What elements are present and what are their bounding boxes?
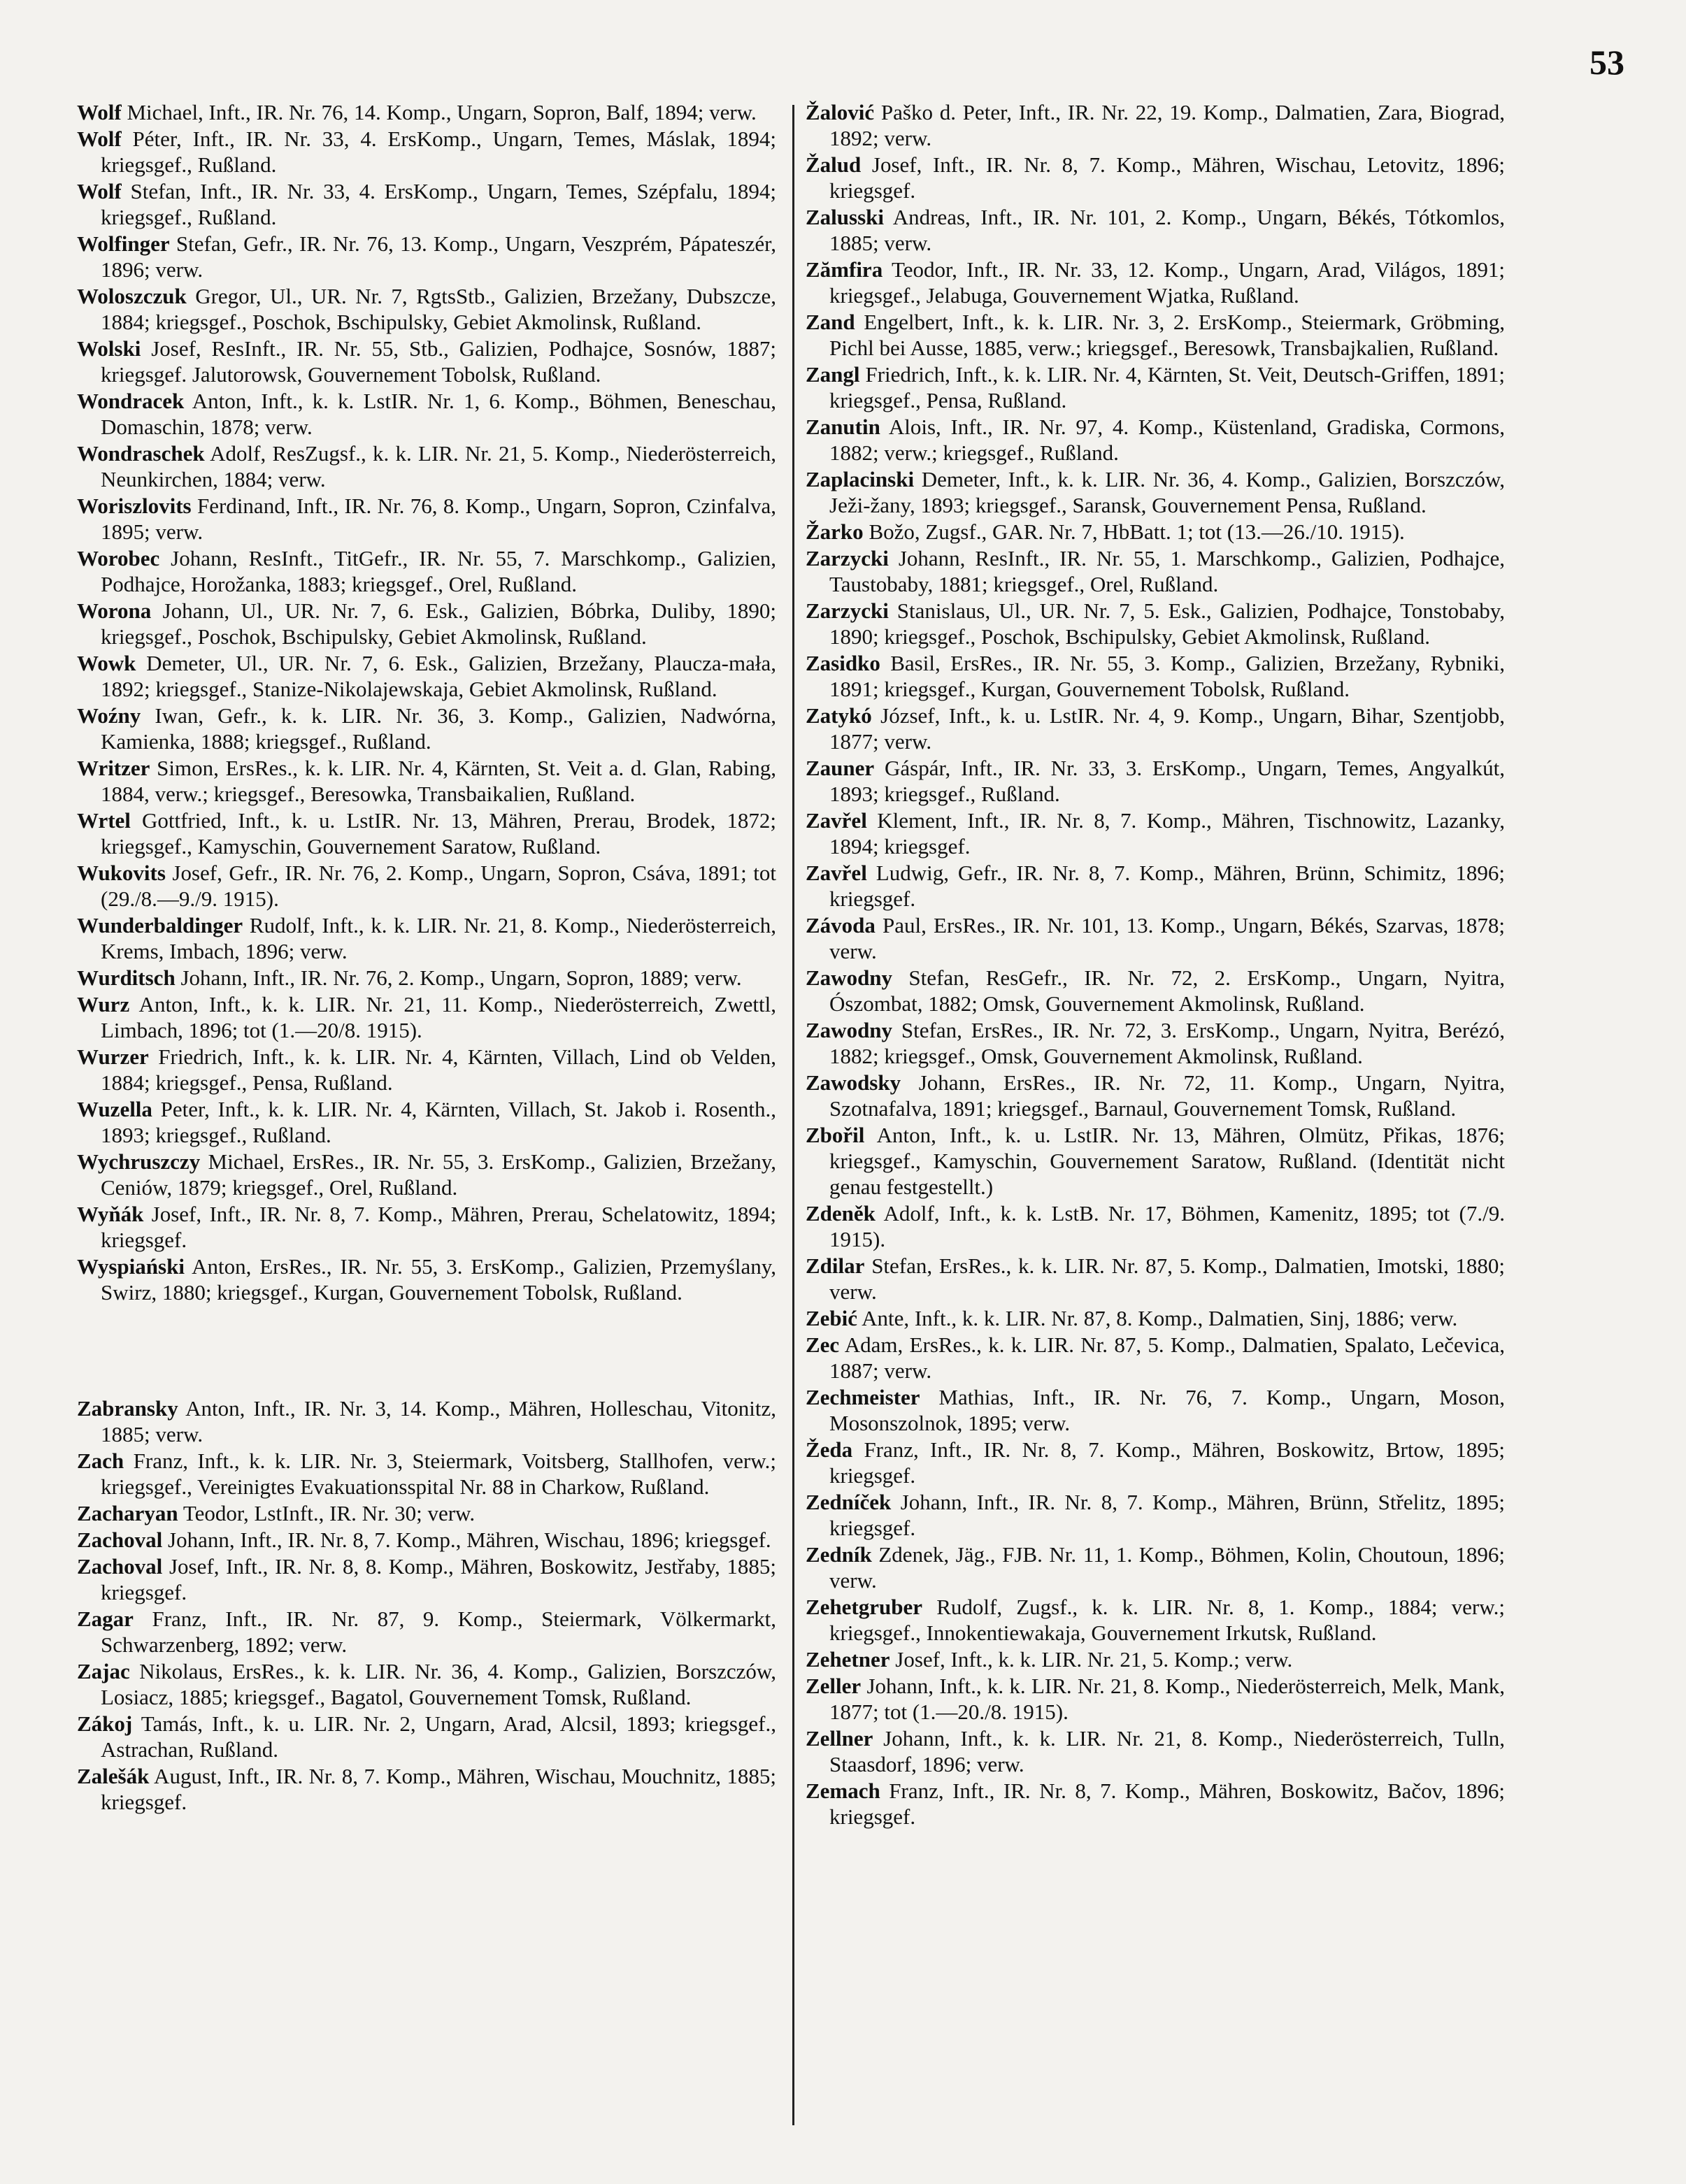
entry-surname: Zarzycki	[806, 598, 889, 623]
entry-surname: Wowk	[77, 651, 136, 675]
entry-surname: Zachoval	[77, 1528, 163, 1552]
entry-details: Johann, ResInft., IR. Nr. 55, 1. Marschkomp., Galizien, Podhajce, Taustobaby, 1881; kriegsgef., Orel, Rußland.	[829, 546, 1505, 596]
list-entry	[77, 388, 776, 440]
entry-surname: Wurz	[77, 992, 130, 1016]
entry-details: Johann, Inft., IR. Nr. 76, 2. Komp., Ungarn, Sopron, 1889; verw.	[175, 965, 742, 990]
entry-details: Franz, Inft., k. k. LIR. Nr. 3, Steiermark, Voitsberg, Stallhofen, verw.; kriegsgef., Vereinigtes Evakuationsspital Nr. 88 in Charkow, Rußland.	[101, 1449, 776, 1499]
page-number: 53	[1589, 43, 1624, 82]
list-entry	[77, 1149, 776, 1200]
list-entry	[806, 99, 1505, 151]
entry-surname: Woloszczuk	[77, 284, 187, 308]
entry-surname: Zdeněk	[806, 1201, 876, 1226]
list-entry	[77, 755, 776, 807]
entry-surname: Zarzycki	[806, 546, 889, 570]
entry-details: Mathias, Inft., IR. Nr. 76, 7. Komp., Ungarn, Moson, Mosonszolnok, 1895; verw.	[829, 1385, 1505, 1435]
entry-details: Friedrich, Inft., k. k. LIR. Nr. 4, Kärnten, Villach, Lind ob Velden, 1884; kriegsgef., Pensa, Rußland.	[101, 1044, 776, 1095]
list-entry	[806, 1122, 1505, 1200]
entry-details: Stanislaus, Ul., UR. Nr. 7, 5. Esk., Galizien, Podhajce, Tonstobaby, 1890; kriegsgef., Poschok, Bschipulsky, Gebiet Akmolinsk, Rußland.	[829, 598, 1505, 649]
list-entry	[77, 650, 776, 702]
list-entry	[806, 650, 1505, 702]
entry-details: Tamás, Inft., k. u. LIR. Nr. 2, Ungarn, Arad, Alcsil, 1893; kriegsgef., Astrachan, Rußland.	[101, 1711, 776, 1762]
list-entry	[77, 336, 776, 387]
entry-details: Johann, Inft., IR. Nr. 8, 7. Komp., Mähren, Brünn, Střelitz, 1895; kriegsgef.	[829, 1490, 1505, 1540]
entry-details: Johann, ResInft., TitGefr., IR. Nr. 55, 7. Marschkomp., Galizien, Podhajce, Horožanka, 1883; kriegsgef., Orel, Rußland.	[101, 546, 776, 596]
list-entry	[806, 1673, 1505, 1725]
entry-surname: Wolf	[77, 127, 122, 151]
entry-surname: Worobec	[77, 546, 160, 570]
list-entry	[806, 807, 1505, 859]
entry-surname: Zand	[806, 310, 855, 334]
list-entry	[806, 1200, 1505, 1252]
entry-surname: Zavřel	[806, 861, 867, 885]
entry-details: Anton, ErsRes., IR. Nr. 55, 3. ErsKomp., Galizien, Przemyślany, Swirz, 1880; kriegsgef., Kurgan, Gouvernement Tobolsk, Rußland.	[101, 1254, 776, 1305]
entry-details: Anton, Inft., k. k. LIR. Nr. 21, 11. Komp., Niederösterreich, Zwettl, Limbach, 1896; tot (1.—20/8. 1915).	[101, 992, 776, 1042]
list-entry	[77, 440, 776, 492]
column-divider	[792, 105, 794, 2125]
list-entry	[77, 703, 776, 754]
entry-surname: Wolski	[77, 336, 141, 361]
list-entry	[77, 912, 776, 964]
entry-details: Péter, Inft., IR. Nr. 33, 4. ErsKomp., Ungarn, Temes, Máslak, 1894; kriegsgef., Rußland.	[101, 127, 776, 177]
entry-details: József, Inft., k. u. LstIR. Nr. 4, 9. Komp., Ungarn, Bihar, Szentjobb, 1877; verw.	[829, 703, 1505, 754]
entry-details: Teodor, Inft., IR. Nr. 33, 12. Komp., Ungarn, Arad, Világos, 1891; kriegsgef., Jelabuga, Gouvernement Wjatka, Rußland.	[829, 257, 1505, 308]
list-entry	[806, 860, 1505, 912]
list-entry	[806, 755, 1505, 807]
entry-details: Adolf, ResZugsf., k. k. LIR. Nr. 21, 5. Komp., Niederösterreich, Neunkirchen, 1884; verw.	[101, 441, 776, 491]
list-entry	[806, 1646, 1505, 1672]
entry-details: Franz, Inft., IR. Nr. 8, 7. Komp., Mähren, Boskowitz, Bačov, 1896; kriegsgef.	[829, 1779, 1505, 1829]
list-entry	[77, 1500, 776, 1526]
entry-surname: Zalešák	[77, 1764, 150, 1788]
list-entry	[77, 1763, 776, 1815]
list-entry	[77, 860, 776, 912]
entry-surname: Zákoj	[77, 1711, 133, 1736]
entry-surname: Wondraschek	[77, 441, 205, 466]
entry-surname: Zavřel	[806, 808, 867, 833]
list-entry	[806, 1070, 1505, 1121]
entry-details: Andreas, Inft., IR. Nr. 101, 2. Komp., Ungarn, Békés, Tótkomlos, 1885; verw.	[829, 205, 1505, 255]
entry-details: Rudolf, Zugsf., k. k. LIR. Nr. 8, 1. Komp., 1884; verw.; kriegsgef., Innokentiewakaja, Gouvernement Irkutsk, Rußland.	[829, 1595, 1505, 1645]
entry-surname: Wolfinger	[77, 231, 170, 256]
list-entry	[806, 1253, 1505, 1305]
list-entry	[806, 257, 1505, 308]
entry-surname: Zabransky	[77, 1396, 178, 1421]
list-entry	[806, 1332, 1505, 1384]
list-entry	[77, 1658, 776, 1710]
right-column	[806, 99, 1505, 1830]
entry-surname: Zehetgruber	[806, 1595, 923, 1619]
list-entry	[806, 152, 1505, 203]
entry-details: Simon, ErsRes., k. k. LIR. Nr. 4, Kärnten, St. Veit a. d. Glan, Rabing, 1884, verw.; kriegsgef., Beresowka, Transbaikalien, Rußland.	[101, 756, 776, 806]
list-entry	[77, 493, 776, 545]
entry-surname: Writzer	[77, 756, 150, 780]
entry-surname: Wolf	[77, 179, 122, 203]
list-entry	[77, 126, 776, 178]
list-entry	[77, 545, 776, 597]
entry-surname: Zajac	[77, 1659, 130, 1683]
entry-surname: Zebić	[806, 1306, 858, 1330]
list-entry	[806, 965, 1505, 1016]
entry-surname: Zaplacinski	[806, 467, 915, 491]
entry-details: Anton, Inft., k. u. LstIR. Nr. 13, Mähren, Olmütz, Přikas, 1876; kriegsgef., Kamyschin, Gouvernement Saratow, Rußland. (Identität nicht genau festgestellt.)	[829, 1123, 1505, 1199]
entry-details: Josef, Inft., IR. Nr. 8, 7. Komp., Mähren, Prerau, Schelatowitz, 1894; kriegsgef.	[101, 1202, 776, 1252]
entry-details: Franz, Inft., IR. Nr. 87, 9. Komp., Steiermark, Völkermarkt, Schwarzenberg, 1892; verw.	[101, 1607, 776, 1657]
list-entry	[77, 807, 776, 859]
entry-surname: Zec	[806, 1332, 840, 1357]
list-entry	[77, 1553, 776, 1605]
entry-surname: Wyspiański	[77, 1254, 185, 1279]
entry-details: Gáspár, Inft., IR. Nr. 33, 3. ErsKomp., Ungarn, Temes, Angyalkút, 1893; kriegsgef., Rußland.	[829, 756, 1505, 806]
entry-surname: Zbořil	[806, 1123, 865, 1147]
entry-details: Demeter, Inft., k. k. LIR. Nr. 36, 4. Komp., Galizien, Borszczów, Ježi-žany, 1893; kriegsgef., Saransk, Gouvernement Pensa, Rußland.	[829, 467, 1505, 517]
entry-details: Stefan, Gefr., IR. Nr. 76, 13. Komp., Ungarn, Veszprém, Pápateszér, 1896; verw.	[101, 231, 776, 282]
list-entry	[806, 1725, 1505, 1777]
entry-surname: Zehetner	[806, 1647, 890, 1672]
entry-details: Johann, Inft., IR. Nr. 8, 7. Komp., Mähren, Wischau, 1896; kriegsgef.	[162, 1528, 771, 1552]
list-entry	[77, 1527, 776, 1553]
list-entry	[806, 598, 1505, 649]
list-entry	[77, 283, 776, 335]
entry-details: Klement, Inft., IR. Nr. 8, 7. Komp., Mähren, Tischnowitz, Lazanky, 1894; kriegsgef.	[829, 808, 1505, 858]
entry-surname: Zanutin	[806, 415, 880, 439]
list-entry	[806, 1489, 1505, 1541]
entry-surname: Zauner	[806, 756, 875, 780]
entry-details: Johann, ErsRes., IR. Nr. 72, 11. Komp., Ungarn, Nyitra, Szotnafalva, 1891; kriegsgef., Barnaul, Gouvernement Tomsk, Rußland.	[829, 1070, 1505, 1121]
entry-surname: Zalusski	[806, 205, 885, 229]
entry-details: Ferdinand, Inft., IR. Nr. 76, 8. Komp., Ungarn, Sopron, Czinfalva, 1895; verw.	[101, 494, 776, 544]
entry-surname: Wurditsch	[77, 965, 176, 990]
entry-details: Friedrich, Inft., k. k. LIR. Nr. 4, Kärnten, St. Veit, Deutsch-Griffen, 1891; kriegsgef., Pensa, Rußland.	[829, 362, 1505, 412]
entry-details: Stefan, ResGefr., IR. Nr. 72, 2. ErsKomp., Ungarn, Nyitra, Ószombat, 1882; Omsk, Gouvernement Akmolinsk, Rußland.	[829, 965, 1505, 1016]
entry-details: Alois, Inft., IR. Nr. 97, 4. Komp., Küstenland, Gradiska, Cormons, 1882; verw.; kriegsgef., Rußland.	[829, 415, 1505, 465]
entry-surname: Wurzer	[77, 1044, 149, 1069]
entry-details: Michael, Inft., IR. Nr. 76, 14. Komp., Ungarn, Sopron, Balf, 1894; verw.	[121, 100, 757, 124]
list-entry	[806, 703, 1505, 754]
list-entry	[806, 1542, 1505, 1593]
list-entry	[77, 1044, 776, 1095]
list-entry	[77, 99, 776, 125]
entry-surname: Zedník	[806, 1542, 872, 1567]
entry-surname: Zach	[77, 1449, 124, 1473]
entry-details: Gottfried, Inft., k. u. LstIR. Nr. 13, Mähren, Prerau, Brodek, 1872; kriegsgef., Kamyschin, Gouvernement Saratow, Rußland.	[101, 808, 776, 858]
list-entry	[806, 1437, 1505, 1488]
left-column	[77, 99, 776, 1816]
entry-surname: Woriszlovits	[77, 494, 192, 518]
list-entry	[806, 1305, 1505, 1331]
entry-details: Josef, ResInft., IR. Nr. 55, Stb., Galizien, Podhajce, Sosnów, 1887; kriegsgef. Jalutorowsk, Gouvernement Tobolsk, Rußland.	[101, 336, 776, 387]
entry-surname: Wolf	[77, 100, 122, 124]
entry-details: Teodor, LstInft., IR. Nr. 30; verw.	[178, 1501, 476, 1525]
list-entry	[77, 965, 776, 991]
entry-surname: Zemach	[806, 1779, 880, 1803]
list-entry	[806, 519, 1505, 545]
entry-details: Josef, Inft., IR. Nr. 8, 8. Komp., Mähren, Boskowitz, Jestřaby, 1885; kriegsgef.	[101, 1554, 776, 1604]
list-entry	[806, 1594, 1505, 1646]
entry-details: Michael, ErsRes., IR. Nr. 55, 3. ErsKomp., Galizien, Brzežany, Ceniów, 1879; kriegsgef., Orel, Rußland.	[101, 1149, 776, 1200]
list-entry	[806, 1778, 1505, 1830]
entry-surname: Zatykó	[806, 703, 872, 728]
entry-surname: Zămfira	[806, 257, 883, 282]
entry-surname: Zawodny	[806, 965, 893, 990]
list-entry	[77, 231, 776, 282]
entry-details: Stefan, ErsRes., k. k. LIR. Nr. 87, 5. Komp., Dalmatien, Imotski, 1880; verw.	[829, 1253, 1505, 1304]
entry-details: Anton, Inft., IR. Nr. 3, 14. Komp., Mähren, Holleschau, Vitonitz, 1885; verw.	[101, 1396, 776, 1446]
entry-surname: Woźny	[77, 703, 141, 728]
entry-surname: Zasidko	[806, 651, 880, 675]
entry-details: Anton, Inft., k. k. LstIR. Nr. 1, 6. Komp., Böhmen, Beneschau, Domaschin, 1878; verw.	[101, 389, 776, 439]
entry-details: Adam, ErsRes., k. k. LIR. Nr. 87, 5. Komp., Dalmatien, Spalato, Lečevica, 1887; verw.	[829, 1332, 1505, 1383]
entry-details: Adolf, Inft., k. k. LstB. Nr. 17, Böhmen, Kamenitz, 1895; tot (7./9. 1915).	[829, 1201, 1505, 1251]
entry-surname: Wunderbaldinger	[77, 913, 243, 937]
list-entry	[806, 414, 1505, 466]
entry-surname: Wyňák	[77, 1202, 144, 1226]
list-entry	[77, 598, 776, 649]
entry-surname: Wrtel	[77, 808, 131, 833]
list-entry	[77, 991, 776, 1043]
entry-surname: Žalović	[806, 100, 875, 124]
entry-surname: Wukovits	[77, 861, 166, 885]
section-gap	[77, 1306, 776, 1395]
entry-surname: Worona	[77, 598, 152, 623]
list-entry	[806, 361, 1505, 413]
entry-details: Gregor, Ul., UR. Nr. 7, RgtsStb., Galizien, Brzežany, Dubszcze, 1884; kriegsgef., Poschok, Bschipulsky, Gebiet Akmolinsk, Rußland.	[101, 284, 776, 334]
list-entry	[77, 1606, 776, 1658]
entry-surname: Žalud	[806, 152, 862, 177]
entry-surname: Žarko	[806, 519, 864, 544]
list-entry	[806, 1384, 1505, 1436]
list-entry	[77, 1096, 776, 1148]
entry-surname: Wuzella	[77, 1097, 152, 1121]
entry-details: Engelbert, Inft., k. k. LIR. Nr. 3, 2. ErsKomp., Steiermark, Gröbming, Pichl bei Ausse, 1885, verw.; kriegsgef., Beresowk, Transbajkalien, Rußland.	[829, 310, 1505, 360]
entry-surname: Zawodny	[806, 1018, 893, 1042]
entry-details: Josef, Inft., IR. Nr. 8, 7. Komp., Mähren, Wischau, Letovitz, 1896; kriegsgef.	[829, 152, 1505, 203]
entry-surname: Zedníček	[806, 1490, 892, 1514]
entry-surname: Wondracek	[77, 389, 185, 413]
entry-surname: Zacharyan	[77, 1501, 178, 1525]
entry-surname: Závoda	[806, 913, 876, 937]
entry-details: Nikolaus, ErsRes., k. k. LIR. Nr. 36, 4. Komp., Galizien, Borszczów, Losiacz, 1885; kriegsgef., Bagatol, Gouvernement Tomsk, Rußland.	[101, 1659, 776, 1709]
entry-details: Johann, Inft., k. k. LIR. Nr. 21, 8. Komp., Niederösterreich, Melk, Mank, 1877; tot (1.—20./8. 1915).	[829, 1674, 1505, 1724]
list-entry	[806, 545, 1505, 597]
entry-details: Iwan, Gefr., k. k. LIR. Nr. 36, 3. Komp., Galizien, Nadwórna, Kamienka, 1888; kriegsgef., Rußland.	[101, 703, 776, 754]
entry-details: Demeter, Ul., UR. Nr. 7, 6. Esk., Galizien, Brzežany, Plaucza-mała, 1892; kriegsgef., Stanize-Nikolajewskaja, Gebiet Akmolinsk, Rußland.	[101, 651, 776, 701]
entry-details: Johann, Ul., UR. Nr. 7, 6. Esk., Galizien, Bóbrka, Duliby, 1890; kriegsgef., Poschok, Bschipulsky, Gebiet Akmolinsk, Rußland.	[101, 598, 776, 649]
entry-surname: Zdilar	[806, 1253, 865, 1278]
entry-details: Basil, ErsRes., IR. Nr. 55, 3. Komp., Galizien, Brzežany, Rybniki, 1891; kriegsgef., Kurgan, Gouvernement Tobolsk, Rußland.	[829, 651, 1505, 701]
entry-surname: Zachoval	[77, 1554, 163, 1579]
list-entry	[77, 1395, 776, 1447]
list-entry	[77, 1448, 776, 1500]
list-entry	[806, 204, 1505, 256]
list-entry	[77, 1711, 776, 1762]
entry-details: Josef, Inft., k. k. LIR. Nr. 21, 5. Komp.; verw.	[890, 1647, 1293, 1672]
list-entry	[806, 912, 1505, 964]
entry-surname: Žeda	[806, 1437, 853, 1462]
entry-surname: Zechmeister	[806, 1385, 920, 1409]
entry-details: Josef, Gefr., IR. Nr. 76, 2. Komp., Ungarn, Sopron, Csáva, 1891; tot (29./8.—9./9. 1915).	[101, 861, 776, 911]
list-entry	[806, 466, 1505, 518]
list-entry	[806, 309, 1505, 361]
entry-details: Rudolf, Inft., k. k. LIR. Nr. 21, 8. Komp., Niederösterreich, Krems, Imbach, 1896; verw.	[101, 913, 776, 963]
entry-surname: Zellner	[806, 1726, 873, 1751]
entry-details: Johann, Inft., k. k. LIR. Nr. 21, 8. Komp., Niederösterreich, Tulln, Staasdorf, 1896; verw.	[829, 1726, 1505, 1776]
entry-details: Franz, Inft., IR. Nr. 8, 7. Komp., Mähren, Boskowitz, Brtow, 1895; kriegsgef.	[829, 1437, 1505, 1488]
entry-details: Zdenek, Jäg., FJB. Nr. 11, 1. Komp., Böhmen, Kolin, Choutoun, 1896; verw.	[829, 1542, 1505, 1593]
list-entry	[77, 178, 776, 230]
entry-details: August, Inft., IR. Nr. 8, 7. Komp., Mähren, Wischau, Mouchnitz, 1885; kriegsgef.	[101, 1764, 776, 1814]
entry-details: Paul, ErsRes., IR. Nr. 101, 13. Komp., Ungarn, Békés, Szarvas, 1878; verw.	[829, 913, 1505, 963]
entry-details: Peter, Inft., k. k. LIR. Nr. 4, Kärnten, Villach, St. Jakob i. Rosenth., 1893; kriegsgef., Rußland.	[101, 1097, 776, 1147]
entry-details: Stefan, Inft., IR. Nr. 33, 4. ErsKomp., Ungarn, Temes, Szépfalu, 1894; kriegsgef., Rußland.	[101, 179, 776, 229]
entry-details: Ludwig, Gefr., IR. Nr. 8, 7. Komp., Mähren, Brünn, Schimitz, 1896; kriegsgef.	[829, 861, 1505, 911]
entry-details: Paško d. Peter, Inft., IR. Nr. 22, 19. Komp., Dalmatien, Zara, Biograd, 1892; verw.	[829, 100, 1505, 150]
entry-surname: Wychruszczy	[77, 1149, 201, 1174]
entry-surname: Zawodsky	[806, 1070, 901, 1095]
entry-details: Stefan, ErsRes., IR. Nr. 72, 3. ErsKomp., Ungarn, Nyitra, Berézó, 1882; kriegsgef., Omsk, Gouvernement Akmolinsk, Rußland.	[829, 1018, 1505, 1068]
entry-surname: Zangl	[806, 362, 860, 387]
list-entry	[806, 1017, 1505, 1069]
entry-surname: Zeller	[806, 1674, 862, 1698]
list-entry	[77, 1201, 776, 1253]
entry-details: Ante, Inft., k. k. LIR. Nr. 87, 8. Komp., Dalmatien, Sinj, 1886; verw.	[857, 1306, 1458, 1330]
entry-surname: Zagar	[77, 1607, 134, 1631]
list-entry	[77, 1253, 776, 1305]
entry-details: Božo, Zugsf., GAR. Nr. 7, HbBatt. 1; tot (13.—26./10. 1915).	[863, 519, 1405, 544]
